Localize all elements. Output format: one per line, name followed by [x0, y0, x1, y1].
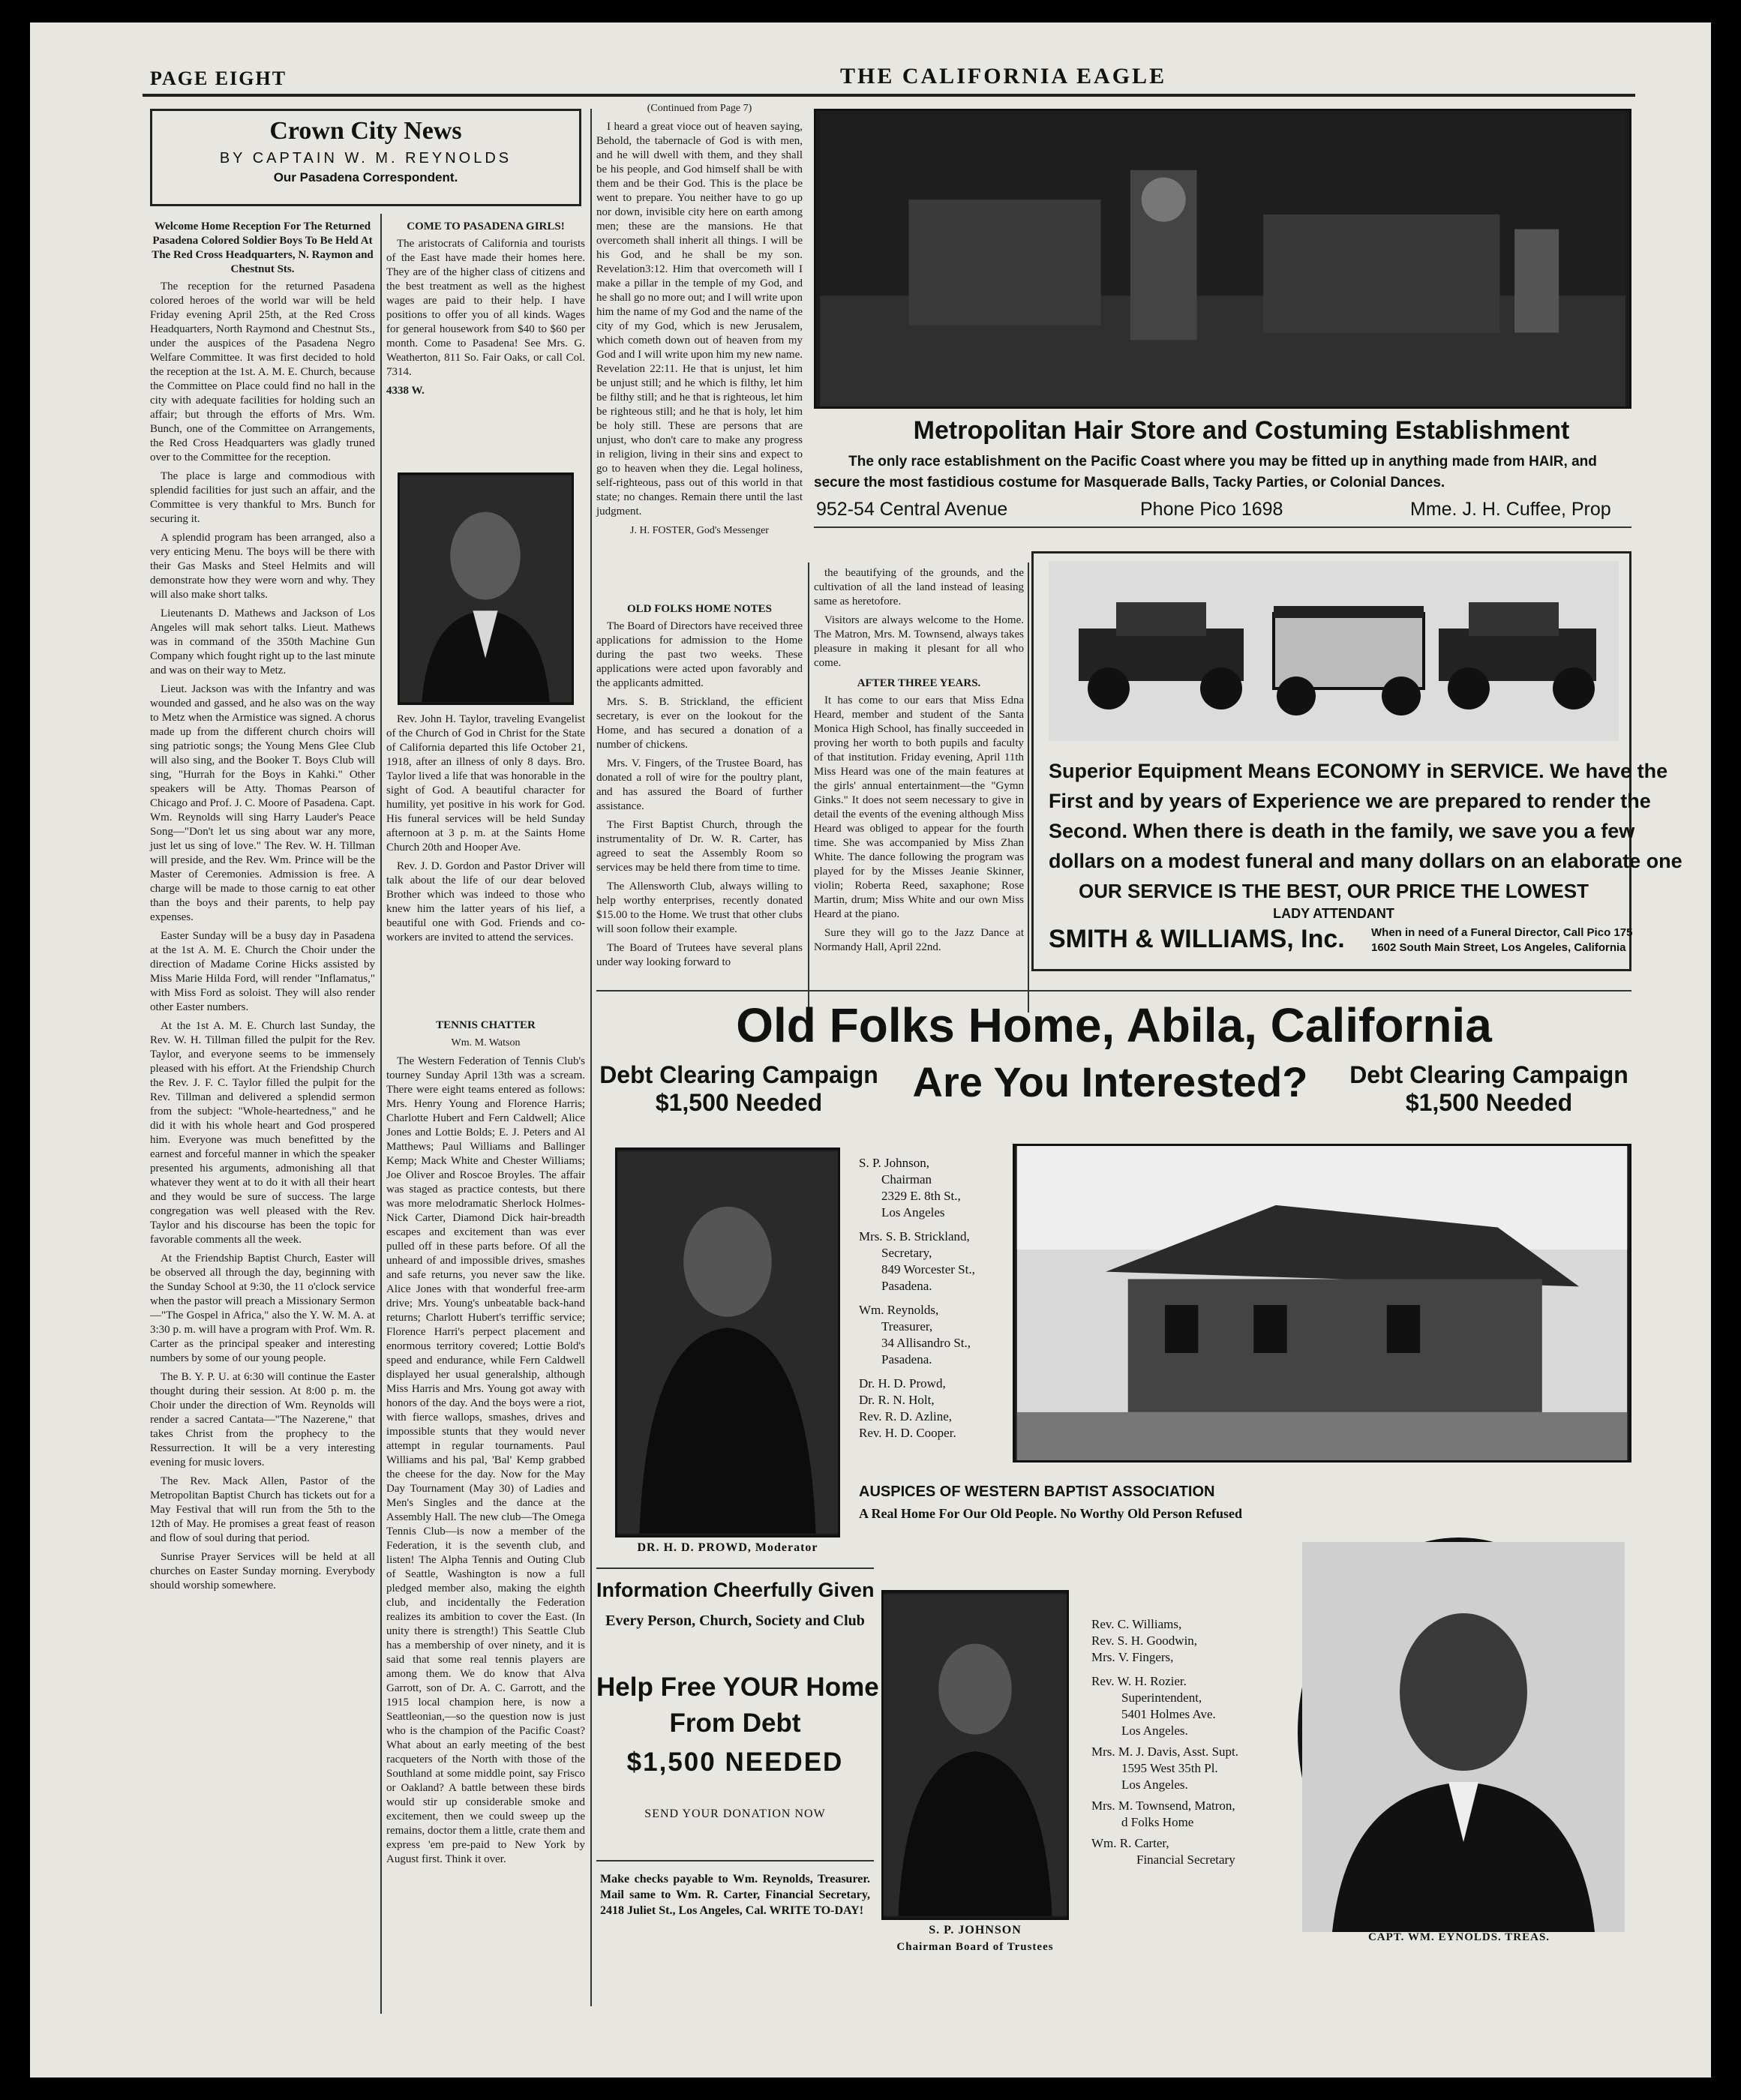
paragraph: The Board of Trutees have several plans under way looking forward to [596, 942, 803, 968]
campaign-label-right: Debt Clearing Campaign [1349, 1061, 1628, 1088]
trustee-line: d Folks Home [1121, 1815, 1194, 1829]
officer-line: Dr. H. D. Prowd, [859, 1376, 946, 1390]
checks-instructions: Make checks payable to Wm. Reynolds, Treasurer. Mail same to Wm. R. Carter, Financial Secretary, 2418 Juliet St., Los Angeles, Cal. WRITE TO-DAY! [600, 1873, 870, 1917]
paragraph: Sure they will go to the Jazz Dance at Normandy Hall, April 22nd. [814, 927, 1024, 953]
hair-store-title: Metropolitan Hair Store and Costuming Establishment [913, 416, 1570, 445]
tennis-headline: TENNIS CHATTER [436, 1019, 536, 1031]
paragraph: Lieutenants D. Mathews and Jackson of Los Angeles will mak sehort talks. Lieut. Mathews was in command of the 350th Machine Gun Company which fought right up to the last minute and was on their way to Metz. [150, 608, 375, 676]
continued-article [596, 101, 803, 589]
paragraph: The Rev. Mack Allen, Pastor of the Metropolitan Baptist Church has tickets out for a May Festival that will run from the 5th to the 12th of May. He promises a great feast of reason and flow of soul during that period. [150, 1475, 375, 1544]
campaign-amount-left: $1,500 Needed [655, 1089, 823, 1116]
crown-city-subtitle: Our Pasadena Correspondent. [273, 170, 458, 184]
trustee-line: Rev. W. H. Rozier. [1091, 1674, 1187, 1688]
old-folks-subtitle: Are You Interested? [912, 1058, 1308, 1106]
help-line2: From Debt [669, 1708, 801, 1738]
hair-store-line2: secure the most fastidious costume for Masquerade Balls, Tacky Parties, or Colonial Dances. [814, 475, 1445, 490]
paragraph: the beautifying of the grounds, and the cultivation of all the land instead of leasing same as heretofore. [814, 567, 1024, 608]
old-folks-title: Old Folks Home, Abila, California [736, 998, 1492, 1052]
officer-line: Rev. R. D. Azline, [859, 1409, 953, 1424]
hair-store-address: 952-54 Central Avenue [816, 499, 1008, 520]
trustee-line: Rev. S. H. Goodwin, [1091, 1634, 1198, 1648]
header-rule [143, 94, 1635, 97]
taylor-obituary [386, 712, 585, 1012]
officer-line: Secretary, [881, 1246, 932, 1260]
column-rule [1028, 562, 1029, 1012]
officer-line: S. P. Johnson, [859, 1156, 930, 1170]
reynolds-caption: CAPT. WM. EYNOLDS. TREAS. [1367, 1931, 1550, 1943]
paragraph: I heard a great vioce out of heaven saying, Behold, the tabernacle of God is with men, and he will dwell with them, and they shall be his people, and God himself shall be with them and be their God. This is the place be went to prepare. You neither have to go up nor down, invisible city here on earth among men; these are the mansions. He that overcometh shall inherit all things. I will be his God, and he shall be my son. Revelation3:12. Him that overcometh will I make a pillar in the temple of my God, and he shall go no more out; and I will write upon him the name of my God and the name of the city of my God, which is new Jerusalem, which cometh down out of heaven from my God and I will write upon him my new name. Revelation 22:11. He that is unjust, let him be unjust still; and he which is filthy, let him be filthy still; and he that is righteous, let him be righteous still; and he that is holy, let him be holy still. These are persons that are unjust, who don't care to make any progress in religion, living in their sins and expect to go to heaven when they die. Legal holiness, self-righteous, pass out of this world in that state; no changes. Remain there until the last judgment. [596, 121, 803, 518]
continued-label: (Continued from Page 7) [647, 103, 752, 114]
smith-williams-attendant: LADY ATTENDANT [1273, 906, 1394, 921]
paragraph: Mrs. S. B. Strickland, the efficient secretary, is ever on the lookout for the Home, and has secured a donation of a number of chickens. [596, 696, 803, 751]
paragraph: The B. Y. P. U. at 6:30 will continue the Easter thought during their session. At 8:00 p. m. the Choir under the direction of Wm. Reynolds will render a sacred Cantata—"The Nazerene," that takes Christ from the prophecy to the Ressurrection. It will be a very interesting evening for music lovers. [150, 1371, 375, 1468]
officer-line: 34 Allisandro St., [881, 1336, 971, 1350]
trustees-list [1091, 1616, 1301, 1868]
taylor-portrait [398, 472, 574, 705]
trustee-line: Mrs. M. Townsend, Matron, [1091, 1798, 1235, 1813]
johnson-portrait [881, 1590, 1069, 1920]
officer-line: Pasadena. [881, 1279, 932, 1293]
smith-williams-slogan: OUR SERVICE IS THE BEST, OUR PRICE THE LOWEST [1079, 880, 1589, 902]
help-line1: Help Free YOUR Home [596, 1672, 879, 1702]
pasadena-girls-footer: 4338 W. [386, 385, 425, 397]
divider [596, 1568, 874, 1569]
smith-williams-line3: Second. When there is death in the family, we save you a few [1049, 820, 1635, 842]
info-subtitle: Every Person, Church, Society and Club [605, 1612, 865, 1629]
column-rule [590, 109, 592, 2006]
prowd-portrait [615, 1148, 840, 1538]
officer-line: Los Angeles [881, 1205, 945, 1220]
paragraph: Rev. John H. Taylor, traveling Evangelist of the Church of God in Christ for the State of California departed this life October 21, 1918, after an illness of only 8 days. Bro. Taylor lived a life that was honorable in the sight of God. A beautiful character for humility, yet positive in his work for God. His funeral services will be held Sunday afternoon at 3 p. m. at the Saints Home Church 20th and Hooper Ave. [386, 713, 585, 854]
campaign-label-left: Debt Clearing Campaign [599, 1061, 878, 1088]
page-number: PAGE EIGHT [150, 68, 287, 89]
crown-city-article [150, 214, 375, 2014]
divider [596, 1860, 874, 1862]
info-title: Information Cheerfully Given [596, 1579, 875, 1601]
tennis-article [386, 1012, 585, 2006]
pasadena-girls-headline: COME TO PASADENA GIRLS! [407, 220, 565, 232]
portrait-silhouette-icon [884, 1592, 1067, 1918]
divider [596, 990, 1631, 992]
divider [814, 526, 1631, 528]
smith-williams-line4: dollars on a modest funeral and many dollars on an elaborate one [1049, 850, 1682, 872]
paragraph: The place is large and commodious with splendid facilities for just such an affair, and the Committee is very thankful to Mrs. Bunch for securing it. [150, 470, 375, 525]
smith-williams-contact2: 1602 South Main Street, Los Angeles, California [1371, 941, 1626, 954]
store-interior-icon [816, 111, 1629, 406]
paragraph: Sunrise Prayer Services will be held at all churches on Easter Sunday morning. Everybody should worship somewhere. [150, 1551, 375, 1592]
trustee-line: 1595 West 35th Pl. [1121, 1761, 1218, 1775]
officers-list [859, 1155, 1009, 1442]
paragraph: The reception for the returned Pasadena colored heroes of the world war will be held Friday evening April 25th, at the Red Cross Headquarters, North Raymond and Chestnut Sts., under the auspices of the Pasadena Negro Welfare Committee. It was first decided to hold the reception at the 1st. A. M. E. Church, because the Committee on Place could find no hall in the city with adequate facilities for holding such an affair; but through the efforts of Mrs. Wm. Bunch, one of the Committee on Arrangements, the Red Cross Headquarters was gladly truned over to the Committee for the reception. [150, 280, 375, 464]
trustee-line: Wm. R. Carter, [1091, 1836, 1169, 1850]
hair-store-phone: Phone Pico 1698 [1140, 499, 1283, 520]
trustee-line: Superintendent, [1121, 1690, 1202, 1705]
column-rule [380, 214, 382, 2014]
officer-line: Rev. H. D. Cooper. [859, 1426, 956, 1440]
paragraph: It has come to our ears that Miss Edna Heard, member and student of the Santa Monica High School, has finally succeeded in proving her worth to both pupils and faculty of that institution. Friday evening, April 11th Miss Heard was one of the main features at the girls' annual entertainment—the "Gymn Ginks." It does not seem necessary to give in detail the events of the evening although Miss Heard was obliged to appear for the fourth time. She was accompanied by Miss Zhan White. The dance following the program was played for by the Misses Jeanie Skinner, violin; Roberta Reed, saxaphone; Rose Martin, drum; Miss White and our own Miss Heard at the piano. [814, 694, 1024, 920]
paragraph: Mrs. V. Fingers, of the Trustee Board, has donated a roll of wire for the poultry plant, and has assured the Board of further assistance. [596, 758, 803, 812]
column-rule [808, 562, 809, 1012]
paragraph: Rev. J. D. Gordon and Pastor Driver will talk about the life of our dear beloved Brother which was indeed to those who knew him the latter years of his lief, a beautiful one with God. Friends and co-workers are invited to attend the services. [386, 860, 585, 944]
trustee-line: Los Angeles. [1121, 1724, 1188, 1738]
newspaper-page [30, 22, 1711, 2078]
trustee-line: Rev. C. Williams, [1091, 1617, 1182, 1631]
smith-williams-line2: First and by years of Experience we are prepared to render the [1049, 790, 1651, 812]
hair-store-photo [814, 109, 1631, 409]
crown-city-masthead [150, 109, 581, 206]
auspices-subtitle: A Real Home For Our Old People. No Worthy Old Person Refused [859, 1506, 1242, 1521]
portrait-silhouette-icon [1302, 1542, 1625, 1932]
smith-williams-line1: Superior Equipment Means ECONOMY in SERVICE. We have the [1049, 760, 1668, 782]
crown-city-headline: Welcome Home Reception For The Returned Pasadena Colored Soldier Boys To Be Held At The Red Cross Headquarters, N. Raymon and Chestnut Sts. [152, 220, 374, 275]
johnson-caption: S. P. JOHNSON [929, 1924, 1022, 1936]
campaign-amount-right: $1,500 Needed [1405, 1089, 1573, 1116]
officer-line: Pasadena. [881, 1352, 932, 1366]
officer-line: 2329 E. 8th St., [881, 1189, 961, 1203]
after-three-years-headline: AFTER THREE YEARS. [857, 677, 981, 689]
paragraph: The Western Federation of Tennis Club's tourney Sunday April 13th was a scream. There were eight teams entered as follows: Mrs. Henry Young and Florence Harris; Charlotte Hubert and Fern Caldwell; Alice Jones and Lottie Bolds; E. J. Peters and Al Matthews; Paul Williams and Ballinger Kemp; Mack White and Chester Williams; Joe Oliver and Roscoe Broyles. The affair was staged as practice contests, but there was more melodramatic Sherlock Holmes-Nick Carter, Diamond Dick hair-breadth escapes and excitement than was ever pulled off in these parts before. Of all the unheard of and impossible drives, smashes and safe returns, you never saw the like. Alice Jones with that wonderful free-arm drive; Mrs. Young's unbeatable back-hand returns; Charlott Hubert's terriffic service; Florence Harri's perpect placement and enormous territory covered; Lottie Bold's speed and endurance, while Fern Caldwell displayed her usual generalship, although Miss Harris and Mrs. Young got away with honors of the day. And the boys were a riot, with fierce wallops, smashes, drives and impossible stunts that they would never attempt in regular tournaments. Paul Williams and his pal, 'Bal' Kemp grabbed the cheese for the day. Now for the May Day Tournament (May 30) of Ladies and Men's Singles and the dance at the Assembly Hall. The new club—The Omega Tennis Club—is now a member of the Federation, it is the seventh club, and listen! The Alpha Tennis and Outing Club of Seattle, Washington is now a full pledged member also, making the eighth club, and incidentally the Federation realizes its ambition to cover the East. (In unity there is strength!) This Seattle Club has a membership of over ninety, and it is said that some real tennis players are among them. We do know that Alva Garrott, son of Dr. A. C. Garrott, and the 1915 local champion here, is now a Seattleonian,—so the question now is just who is the champion of the Pacific Coast? What about an early meeting of the best racqueters of the North with those of the Southland at some middle point, say Frisco or Oakland? A battle between these birds would stir up considerable smoke and excitement, then we could sweep up the remains, doctor them a little, crate them and express 'em pre-paid to New York by August first. Think it over. [386, 1055, 585, 1865]
officer-line: Dr. R. N. Holt, [859, 1393, 935, 1407]
trustee-line: Los Angeles. [1121, 1778, 1188, 1792]
paragraph: Lieut. Jackson was with the Infantry and was wounded and gassed, and he also was on the way to Metz when the Armistice was signed. A chorus made up from the different church choirs will sing patriotic songs; the Young Mens Glee Club will also sing, and the Booker T. Boys Club will sing, "Hurrah for the Boys in Kahki." Other speakers will be Atty. Thomas Pearson of Chicago and Prof. J. C. Moore of Pasadena. Capt. Wm. Reynolds will sing Harry Lauder's Peace Song—"Don't let us sing about war any more, just let us sing of love." The Rev. W. H. Tillman will preside, and the Rev. Wm. Prince will be the Master of Ceremonies. Admission is free. A charge will be made to those carnig to eat other than the boys and their parents, to help pay expenses. [150, 683, 375, 923]
smith-williams-contact1: When in need of a Funeral Director, Call Pico 175 [1371, 926, 1633, 939]
automobile-icon [1049, 561, 1619, 741]
paper-name: THE CALIFORNIA EAGLE [840, 64, 1167, 88]
house-icon [1015, 1146, 1629, 1460]
old-folks-notes [596, 596, 803, 1012]
reynolds-oval-portrait [1298, 1538, 1620, 1928]
trustee-line: Mrs. V. Fingers, [1091, 1650, 1174, 1664]
officer-line: Chairman [881, 1172, 932, 1186]
officer-line: Mrs. S. B. Strickland, [859, 1229, 970, 1244]
old-folks-notes-headline: OLD FOLKS HOME NOTES [627, 603, 772, 615]
officer-line: 849 Worcester St., [881, 1262, 975, 1276]
auspices: AUSPICES OF WESTERN BAPTIST ASSOCIATION [859, 1484, 1215, 1500]
paragraph: The First Baptist Church, through the instrumentality of Dr. W. R. Carter, has agreed to seat the Assembly Room so services may be held there from time to time. [596, 819, 803, 874]
hair-store-line1: The only race establishment on the Pacific Coast where you may be fitted up in anything made from HAIR, and [848, 454, 1597, 470]
crown-city-byline: BY CAPTAIN W. M. REYNOLDS [219, 150, 512, 166]
officer-line: Wm. Reynolds, [859, 1303, 939, 1317]
paragraph: At the 1st A. M. E. Church last Sunday, the Rev. W. H. Tillman filled the pulpit for the Rev. Taylor, and everyone seems to be immensely pleased with his effort. At the Friendship Church the Rev. J. F. C. Taylor filled the pulpit for the Rev. Tillman and delivered a splendid sermon from the subject: "Whole-heartedness," and he did it with his whole heart and God prospered him. Everyone was much benefitted by the earnest and forceful manner in which the speaker presented his arguments, admonishing all that whatever they went at to do it with all their heart and they would be sure of success. The large congregation was well pleased with the Rev. Taylor and his discourse has been the topic for favorable comments all the week. [150, 1020, 375, 1246]
help-amount: $1,500 NEEDED [626, 1748, 844, 1777]
officer-line: Treasurer, [881, 1319, 933, 1334]
old-folks-notes-continued [814, 566, 1024, 1016]
old-folks-home-photo [1013, 1144, 1631, 1462]
paragraph: The Allensworth Club, always willing to help worthy enterprises, recently donated $15.00 to the Home. We trust that other clubs will soon follow their example. [596, 880, 803, 935]
pasadena-girls-article [386, 214, 585, 442]
crown-city-title: Crown City News [269, 117, 462, 145]
paragraph: At the Friendship Baptist Church, Easter will be observed all through the day, beginning with the Sunday School at 9:30, the 11 o'clock service when the pastor will preach a Missionary Sermon—"The Gospel in Africa," also the Y. W. M. A. at 3:30 p. m. will have a program with Prof. Wm. R. Carter as the principal speaker and interesting numbers by some of our young people. [150, 1252, 375, 1364]
trustee-line: Financial Secretary [1136, 1852, 1235, 1867]
continued-signature: J. H. FOSTER, God's Messenger [630, 525, 769, 536]
paragraph: The aristocrats of California and tourists of the East have made their homes here. They are of the higher class of citizens and the best treatment as well as the highest wages are paid to their help. I have positions to offer you of all kinds. Wages for general housework from $40 to $60 per month. Come to Pasadena! See Mrs. G. Weatherton, 811 So. Fair Oaks, or call Col. 7314. [386, 238, 585, 378]
paragraph: Easter Sunday will be a busy day in Pasadena at the 1st A. M. E. Church the Choir under the direction of Madame Corine Hicks assisted by Miss Marie Hilda Ford, will render "Inflamatus," with Miss Ford as soloist. They will also render other Easter numbers. [150, 930, 375, 1013]
paragraph: Visitors are always welcome to the Home. The Matron, Mrs. M. Townsend, always takes pleasure in making it plesant for all who come. [814, 614, 1024, 669]
paragraph: The Board of Directors have received three applications for admission to the Home during the past two weeks. These applications were acted upon favorably and the applicants admitted. [596, 620, 803, 689]
smith-williams-ad [1031, 551, 1682, 971]
smith-williams-name: SMITH & WILLIAMS, Inc. [1049, 925, 1345, 953]
hair-store-proprietor: Mme. J. H. Cuffee, Prop [1410, 499, 1611, 520]
paragraph: A splendid program has been arranged, also a very enticing Menu. The boys will be there with their Gas Masks and Steel Helmits and will demonstrate how they were worn and why. They will also make short talks. [150, 532, 375, 601]
send-donation: SEND YOUR DONATION NOW [644, 1808, 826, 1820]
trustee-line: Mrs. M. J. Davis, Asst. Supt. [1091, 1744, 1239, 1759]
prowd-caption: DR. H. D. PROWD, Moderator [637, 1541, 818, 1554]
tennis-byline: Wm. M. Watson [451, 1037, 521, 1048]
funeral-cars-image [1049, 561, 1619, 741]
portrait-silhouette-icon [617, 1150, 838, 1535]
johnson-caption-title: Chairman Board of Trustees [896, 1941, 1054, 1953]
portrait-silhouette-icon [400, 475, 572, 703]
trustee-line: 5401 Holmes Ave. [1121, 1707, 1216, 1721]
